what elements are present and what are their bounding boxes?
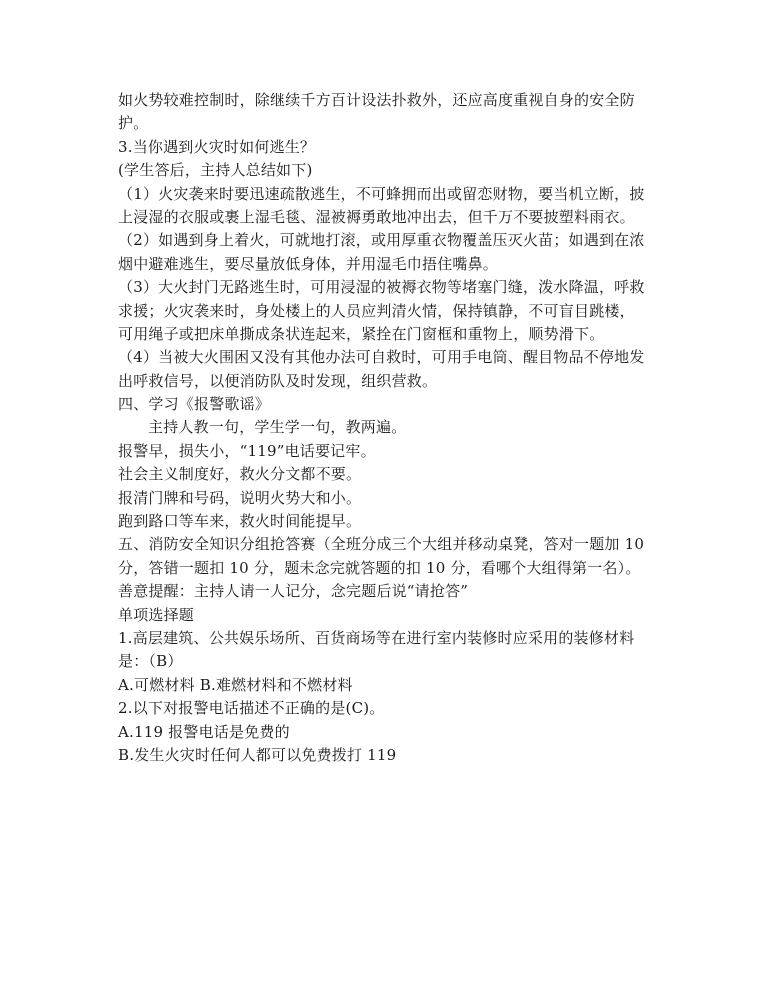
paragraph-line: 护。: [118, 114, 149, 133]
list-item-3-cont: 可用绳子或把床单撕成条状连起来，紧拴在门窗框和重物上，顺势滑下。: [118, 324, 605, 343]
question-1: 1.高层建筑、公共娱乐场所、百货商场等在进行室内装修时应采用的装修材料: [118, 628, 635, 647]
list-item-3-cont: 求援；火灾袭来时，身处楼上的人员应判清火情，保持镇静，不可盲目跳楼，: [118, 301, 635, 320]
subsection-heading: 单项选择题: [118, 605, 195, 624]
question-1-cont: 是：（B）: [118, 652, 183, 671]
song-line: 跑到路口等车来，救火时间能提早。: [118, 512, 362, 531]
question-heading: 3.当你遇到火灾时如何逃生？: [118, 137, 316, 156]
section-heading-4: 四、学习《报警歌谣》: [118, 395, 271, 414]
song-line: 报清门牌和号码，说明火势大和小。: [118, 488, 362, 507]
question-1-options: A.可燃材料 B.难燃材料和不燃材料: [118, 675, 353, 694]
paragraph-line: 如火势较难控制时，除继续千方百计设法扑救外，还应高度重视自身的安全防: [118, 91, 635, 109]
question-2-option-b: B.发生火灾时任何人都可以免费拨打 119: [118, 745, 397, 764]
note-line: (学生答后，主持人总结如下): [118, 161, 313, 180]
list-item-4-cont: 出呼救信号，以便消防队及时发现，组织营救。: [118, 371, 438, 390]
section-heading-5: 五、消防安全知识分组抢答赛（全班分成三个大组并移动桌凳，答对一题加 10: [118, 535, 645, 554]
list-item-4: （4）当被大火围困又没有其他办法可自救时，可用手电筒、醒目物品不停地发: [118, 348, 645, 367]
question-2: 2.以下对报警电话描述不正确的是(C)。: [118, 699, 385, 718]
list-item-2: （2）如遇到身上着火，可就地打滚，或用厚重衣物覆盖压灭火苗；如遇到在浓: [118, 231, 645, 250]
list-item-3: （3）大火封门无路逃生时，可用浸湿的被褥衣物等堵塞门缝，泼水降温，呼救: [118, 278, 645, 297]
document-body: [118, 89, 658, 767]
reminder-line: 善意提醒：主持人请一人记分，念完题后说“请抢答”: [118, 582, 469, 601]
list-item-1-cont: 上浸湿的衣服或裹上湿毛毯、湿被褥勇敢地冲出去，但千万不要披塑料雨衣。: [118, 207, 635, 226]
question-2-option-a: A.119 报警电话是免费的: [118, 722, 290, 741]
section-heading-5-cont: 分，答错一题扣 10 分，题未念完就答题的扣 10 分，看哪个大组得第一名）。: [118, 558, 641, 577]
song-line: 报警早，损失小，“119”电话要记牢。: [118, 441, 376, 460]
indented-paragraph: 主持人教一句，学生学一句，教两遍。: [148, 418, 407, 437]
song-line: 社会主义制度好，救火分文都不要。: [118, 465, 362, 484]
list-item-2-cont: 烟中避难逃生，要尽量放低身体，并用湿毛巾捂住嘴鼻。: [118, 254, 499, 273]
list-item-1: （1）火灾袭来时要迅速疏散逃生，不可蜂拥而出或留恋财物，要当机立断，披: [118, 184, 645, 203]
